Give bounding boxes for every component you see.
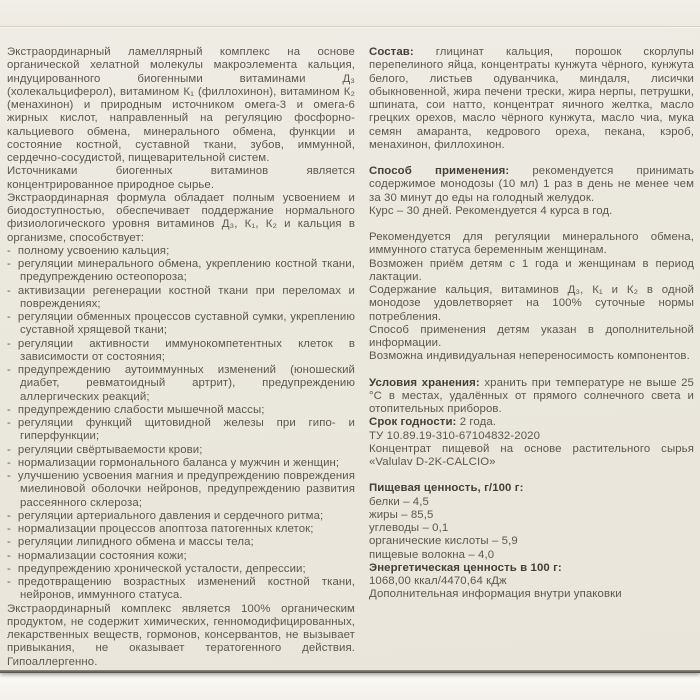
composition-text: глицинат кальция, порошок скорлупы перепелиного яйца, концентраты кунжута чёрного, кунжута белого, листьев одуванчика, миндаля, лисички обыкновенной, жира печени трески, жира нерпы, петрушки, шпината, сои натто, концентрат яичного желтка, масло грецких орехов, масло чёрного кунжута, масло чиа, мука семян амаранта, кедрового ореха, пекана, кэроб, менахинон, филлохинон. [369,46,694,151]
benefit-item: - регуляции артериального давления и сердечного ритма; [7,510,355,523]
nutrition-title-text: Пищевая ценность, г/100 г: [369,482,524,495]
benefit-item: - нормализации процессов апоптоза патогенных клеток; [7,523,355,536]
benefit-item: - регуляции активности иммунокомпетентных клеток в зависимости от состояния; [7,338,355,365]
notes-list [369,231,694,364]
benefit-item: - регуляции липидного обмена и массы тела; [7,536,355,549]
box-bottom-edge [0,670,700,673]
info-column [369,46,694,669]
benefit-item: - полному усвоению кальция; [7,245,355,258]
benefit-item: - предупреждению аутоиммунных изменений (юношеский диабет, ревматоидный артрит), предупреждению аллергических реакций; [7,364,355,404]
description-column [7,46,355,669]
benefit-item: - регуляции функций щитовидной железы при гипо- и гиперфункции; [7,417,355,444]
usage-course-line: Курс – 30 дней. Рекомендуется 4 курса в год. [369,204,613,217]
extra-info-line: Дополнительная информация внутри упаковки [369,588,622,601]
nutrition-item: углеводы – 0,1 [369,522,449,534]
benefit-item: - нормализации состояния кожи; [7,550,355,563]
benefit-item: - активизации регенерации костной ткани при переломах и повреждениях; [7,285,355,312]
tu-number-line: ТУ 10.89.19-310-67104832-2020 [369,429,541,442]
nutrition-title [369,482,694,495]
benefit-item: - нормализации гормонального баланса у мужчин и женщин; [7,457,355,470]
table-surface [0,670,700,700]
note-paragraph: Возможен приём детям с 1 года и женщинам в период лактации. [369,257,694,283]
usage-paragraph [369,165,694,205]
benefit-item: - предупреждению хронической усталости, депрессии; [7,563,355,576]
composition-label: Состав: [369,46,414,58]
benefits-list [7,245,355,603]
benefit-item: - регуляции свёртываемости крови; [7,444,355,457]
intro-paragraph: Экстраординарный ламеллярный комплекс на основе органической хелатной молекулы макроэлемента кальция, индуцированного биогенными витаминами Д₃ (холекальциферол), витамином К₁ (филлохинон), витамином К₂ (менахинон) и природным источником омега-3 и омега-6 жирных кислот, направленный на регуляцию фосфорно-кальциевого обмена, минерального обмена, функции и состояние костной, суставной ткани, зубов, иммунной, сердечно-сосудистой, пищеварительной систем. [7,46,355,164]
benefit-item: - регуляции минерального обмена, укреплению костной ткани, предупреждению остеопороза; [7,258,355,285]
benefit-item: - улучшению усвоения магния и предупреждению повреждения миелиновой оболочки нейронов, предупреждению развития рассеянного склероза; [7,470,355,510]
box-lid-seam [0,0,700,27]
benefit-item: - регуляции обменных процессов суставной сумки, укреплению суставной хрящевой ткани; [7,311,355,338]
sources-paragraph: Источниками биогенных витаминов является концентрированное природное сырье. [7,165,355,191]
usage-label: Способ применения: [369,165,510,177]
note-paragraph: Способ применения детям указан в дополнительной информации. [369,323,694,349]
note-paragraph: Рекомендуется для регуляции минерального обмена, иммунного статуса беременным женщинам. [369,231,694,257]
nutrition-list [369,496,694,562]
energy-title-text: Энергетическая ценность в 100 г: [369,561,562,574]
benefit-item: - предотвращению возрастных изменений костной ткани, нейронов, иммунного статуса. [7,576,355,603]
organic-claim-paragraph: Экстраординарный комплекс является 100% органическим продуктом, не содержит химических, генномодифицированных, лекарственных веществ, гормонов, консервантов, не вызывает привыкания, не оказывает тератогенного действия. Гипоаллергенно. [7,602,355,668]
shelf-life-text: 2 года. [459,416,497,429]
product-name-line: Концентрат пищевой на основе растительного сырья «Valulav D-2K-CALCIO» [369,442,694,468]
energy-title [369,562,694,575]
formula-paragraph: Экстраординарная формула обладает полным усвоением и биодоступностью, обеспечивает поддержание нормального физиологического уровня витаминов Д₃, К₁, К₂ и кальция в организме, способствует: [7,191,355,244]
nutrition-item: органические кислоты – 5,9 [369,535,518,548]
storage-label: Условия хранения: [369,376,480,389]
note-paragraph: Возможна индивидуальная непереносимость компонентов. [369,350,690,363]
label-text-panel [7,46,694,669]
usage-text: рекомендуется принимать содержимое монодозы (10 мл) 1 раз в день не менее чем за 30 минут до еды на голодный желудок. [369,165,694,204]
nutrition-item: белки – 4,5 [369,495,429,508]
nutrition-item: пищевые волокна – 4,0 [369,548,495,561]
composition-paragraph [369,46,694,152]
nutrition-item: жиры – 85,5 [369,508,434,521]
shelf-life-label: Срок годности: [369,416,457,429]
storage-text: хранить при температуре не выше 25 °С в местах, удалённых от прямого солнечного света и отопительных приборов. [369,376,694,415]
energy-value-line: 1068,00 ккал/4470,64 кДж [369,575,507,587]
note-paragraph: Содержание кальция, витаминов Д₃, К₁ и К₂ в одной монодозе удовлетворяет на 100% суточные нормы потребления. [369,284,694,323]
benefit-item: - предупреждению слабости мышечной массы; [7,404,355,417]
storage-paragraph [369,377,694,417]
shelf-life-paragraph [369,416,694,429]
